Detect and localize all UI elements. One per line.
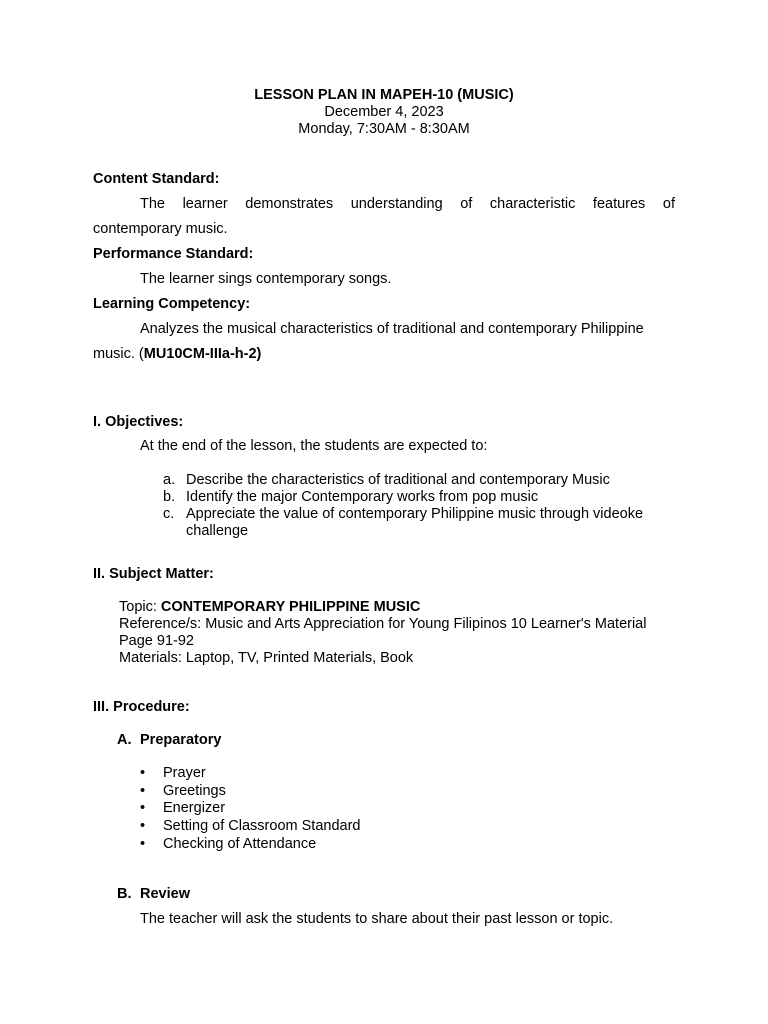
topic-line [119, 599, 420, 616]
objective-b-marker: b. [163, 489, 176, 505]
review-heading: Review [140, 886, 190, 902]
content-standard-line2: contemporary music. [93, 221, 228, 237]
content-standard-line1: The learner demonstrates understanding of characteristic features of [140, 196, 675, 212]
topic-label: Topic: [119, 599, 161, 615]
topic-value: CONTEMPORARY PHILIPPINE MUSIC [160, 599, 421, 615]
lesson-date: December 4, 2023 [324, 104, 444, 120]
objective-c-text-continued: challenge [186, 523, 249, 539]
bullet-icon: • [140, 783, 146, 799]
review-text: The teacher will ask the students to share about their past lesson or topic. [140, 911, 614, 927]
preparatory-item-prayer: Prayer [163, 765, 206, 781]
lesson-plan-title: LESSON PLAN IN MAPEH-10 (MUSIC) [254, 87, 514, 103]
reference-line1: Reference/s: Music and Arts Appreciation for Young Filipinos 10 Learner's Material [119, 616, 647, 632]
preparatory-marker: A. [117, 732, 132, 748]
learning-competency-line1: Analyzes the musical characteristics of traditional and contemporary Philippine [140, 321, 644, 337]
bullet-icon: • [140, 765, 146, 781]
bullet-icon: • [140, 818, 146, 834]
performance-standard-text: The learner sings contemporary songs. [140, 271, 392, 287]
preparatory-item-attendance: Checking of Attendance [163, 836, 317, 852]
objective-a-marker: a. [163, 472, 176, 488]
learning-competency-line2 [93, 346, 261, 363]
review-marker: B. [117, 886, 132, 902]
materials-line: Materials: Laptop, TV, Printed Materials, Book [119, 650, 414, 666]
objective-b-text: Identify the major Contemporary works from pop music [186, 489, 539, 505]
bullet-icon: • [140, 836, 146, 852]
preparatory-item-energizer: Energizer [163, 800, 226, 816]
bullet-icon: • [140, 800, 146, 816]
learning-competency-heading: Learning Competency: [93, 296, 251, 312]
preparatory-item-greetings: Greetings [163, 783, 226, 799]
competency-code: MU10CM-IIIa-h-2) [143, 346, 262, 362]
objective-c-marker: c. [163, 506, 175, 522]
objectives-intro: At the end of the lesson, the students are expected to: [140, 438, 488, 454]
performance-standard-heading: Performance Standard: [93, 246, 254, 262]
learning-competency-prefix: music. ( [93, 346, 144, 362]
subject-matter-heading: II. Subject Matter: [93, 566, 214, 582]
procedure-heading: III. Procedure: [93, 699, 190, 715]
lesson-time: Monday, 7:30AM - 8:30AM [298, 121, 470, 137]
content-standard-heading: Content Standard: [93, 171, 220, 187]
preparatory-item-classroom-standard: Setting of Classroom Standard [163, 818, 361, 834]
objective-a-text: Describe the characteristics of traditional and contemporary Music [186, 472, 610, 488]
objectives-heading: I. Objectives: [93, 414, 184, 430]
reference-line2: Page 91-92 [119, 633, 194, 649]
preparatory-heading: Preparatory [140, 732, 222, 748]
objective-c-text: Appreciate the value of contemporary Philippine music through videoke [186, 506, 644, 522]
